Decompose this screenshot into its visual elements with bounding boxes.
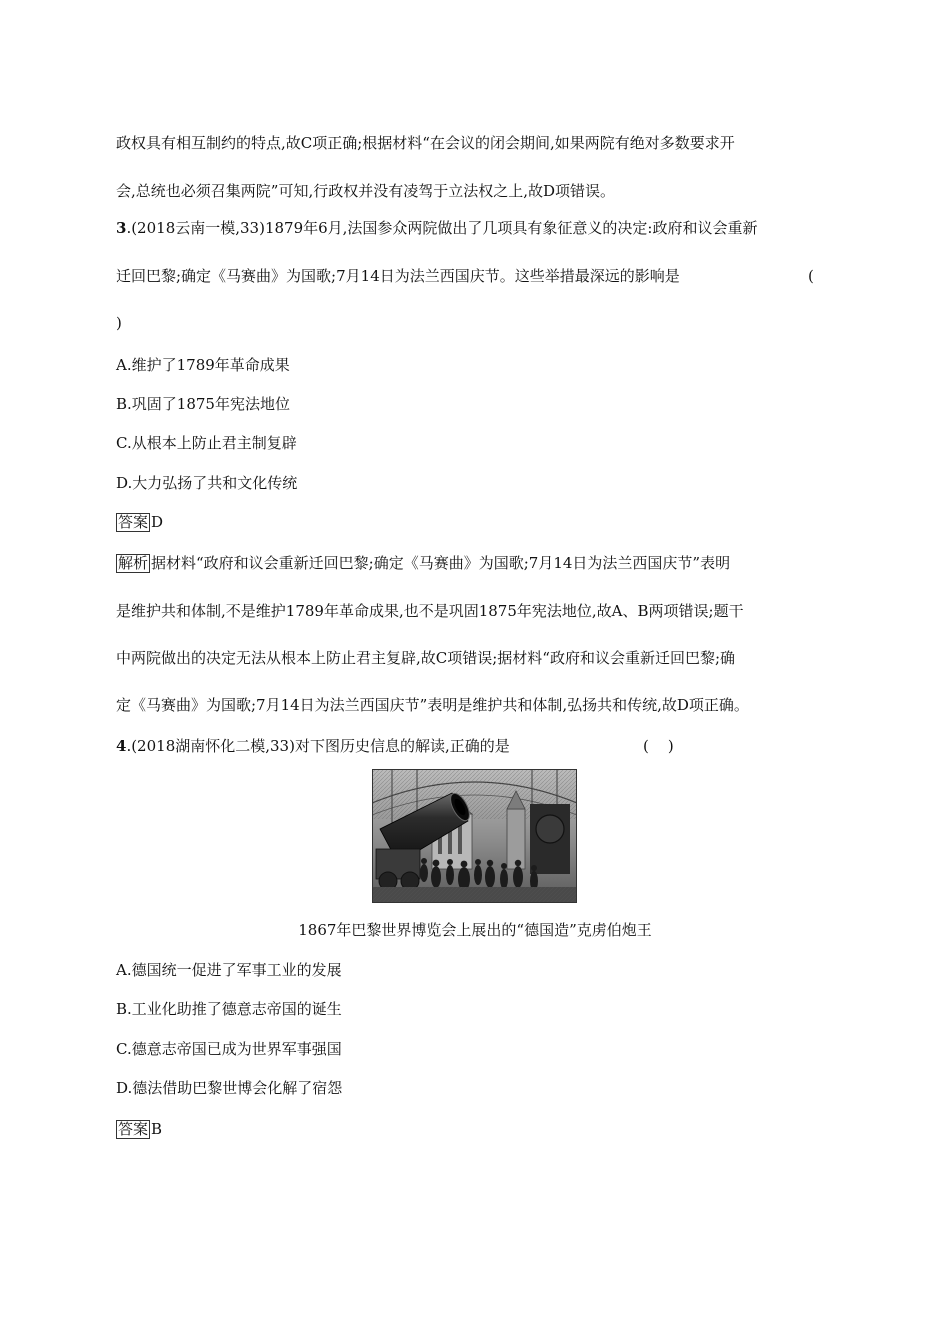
- question-3-option-d: D.大力弘扬了共和文化传统: [116, 474, 298, 492]
- krupp-cannon-engraving: [372, 769, 577, 903]
- question-3-answer: [116, 512, 836, 532]
- answer-value: B: [151, 1120, 163, 1138]
- question-3-answer-paren-open: (: [808, 267, 814, 285]
- question-4-option-c: C.德意志帝国已成为世界军事强国: [116, 1040, 342, 1058]
- figure-caption: 1867年巴黎世界博览会上展出的“德国造”克虏伯炮王: [298, 921, 652, 939]
- question-3-number: 3: [116, 219, 127, 237]
- question-3-analysis-line-4: 定《马赛曲》为国歌;7月14日为法兰西国庆节”表明是维护共和体制,弘扬共和传统,故D项正确。: [116, 696, 749, 714]
- question-4-stem: [116, 736, 836, 756]
- question-3-analysis-line-2: 是维护共和体制,不是维护1789年革命成果,也不是巩固1875年宪法地位,故A、B两项错误;题干: [116, 602, 744, 620]
- question-4-number: 4: [116, 737, 127, 755]
- question-3-stem-line-1: [116, 218, 836, 238]
- answer-label-box: 答案: [118, 513, 149, 531]
- question-4-option-d: D.德法借助巴黎世博会化解了宿怨: [116, 1079, 343, 1097]
- continuation-line-2: 会,总统也必须召集两院”可知,行政权并没有凌驾于立法权之上,故D项错误。: [116, 182, 616, 200]
- question-3-stem-line-2: 迁回巴黎;确定《马赛曲》为国歌;7月14日为法兰西国庆节。这些举措最深远的影响是: [116, 267, 680, 285]
- analysis-text: 据材料“政府和议会重新迁回巴黎;确定《马赛曲》为国歌;7月14日为法兰西国庆节”表明: [151, 554, 731, 572]
- answer-label-box: 答案: [118, 1120, 149, 1138]
- question-4-answer: [116, 1119, 836, 1139]
- question-3-option-b: B.巩固了1875年宪法地位: [116, 395, 290, 413]
- question-4-option-b: B.工业化助推了德意志帝国的诞生: [116, 1000, 342, 1018]
- question-4-option-a: A.德国统一促进了军事工业的发展: [116, 961, 342, 979]
- question-3-option-c: C.从根本上防止君主制复辟: [116, 434, 297, 452]
- question-3-stem-text: .(2018云南一模,33)1879年6月,法国参众两院做出了几项具有象征意义的决定:政府和议会重新: [126, 219, 758, 237]
- question-3-analysis-line-1: [116, 553, 836, 573]
- question-3-option-a: A.维护了1789年革命成果: [116, 356, 290, 374]
- analysis-label-box: 解析: [118, 554, 149, 572]
- question-4-stem-text: .(2018湖南怀化二模,33)对下图历史信息的解读,正确的是: [126, 737, 510, 755]
- continuation-line-1: 政权具有相互制约的特点,故C项正确;根据材料“在会议的闭会期间,如果两院有绝对多数要求开: [116, 134, 735, 152]
- question-3-analysis-line-3: 中两院做出的决定无法从根本上防止君主复辟,故C项错误;据材料“政府和议会重新迁回巴黎;确: [116, 649, 736, 667]
- question-3-answer-paren-close: ): [116, 314, 122, 332]
- answer-value: D: [151, 513, 164, 531]
- question-4-answer-paren: ( ): [643, 737, 674, 755]
